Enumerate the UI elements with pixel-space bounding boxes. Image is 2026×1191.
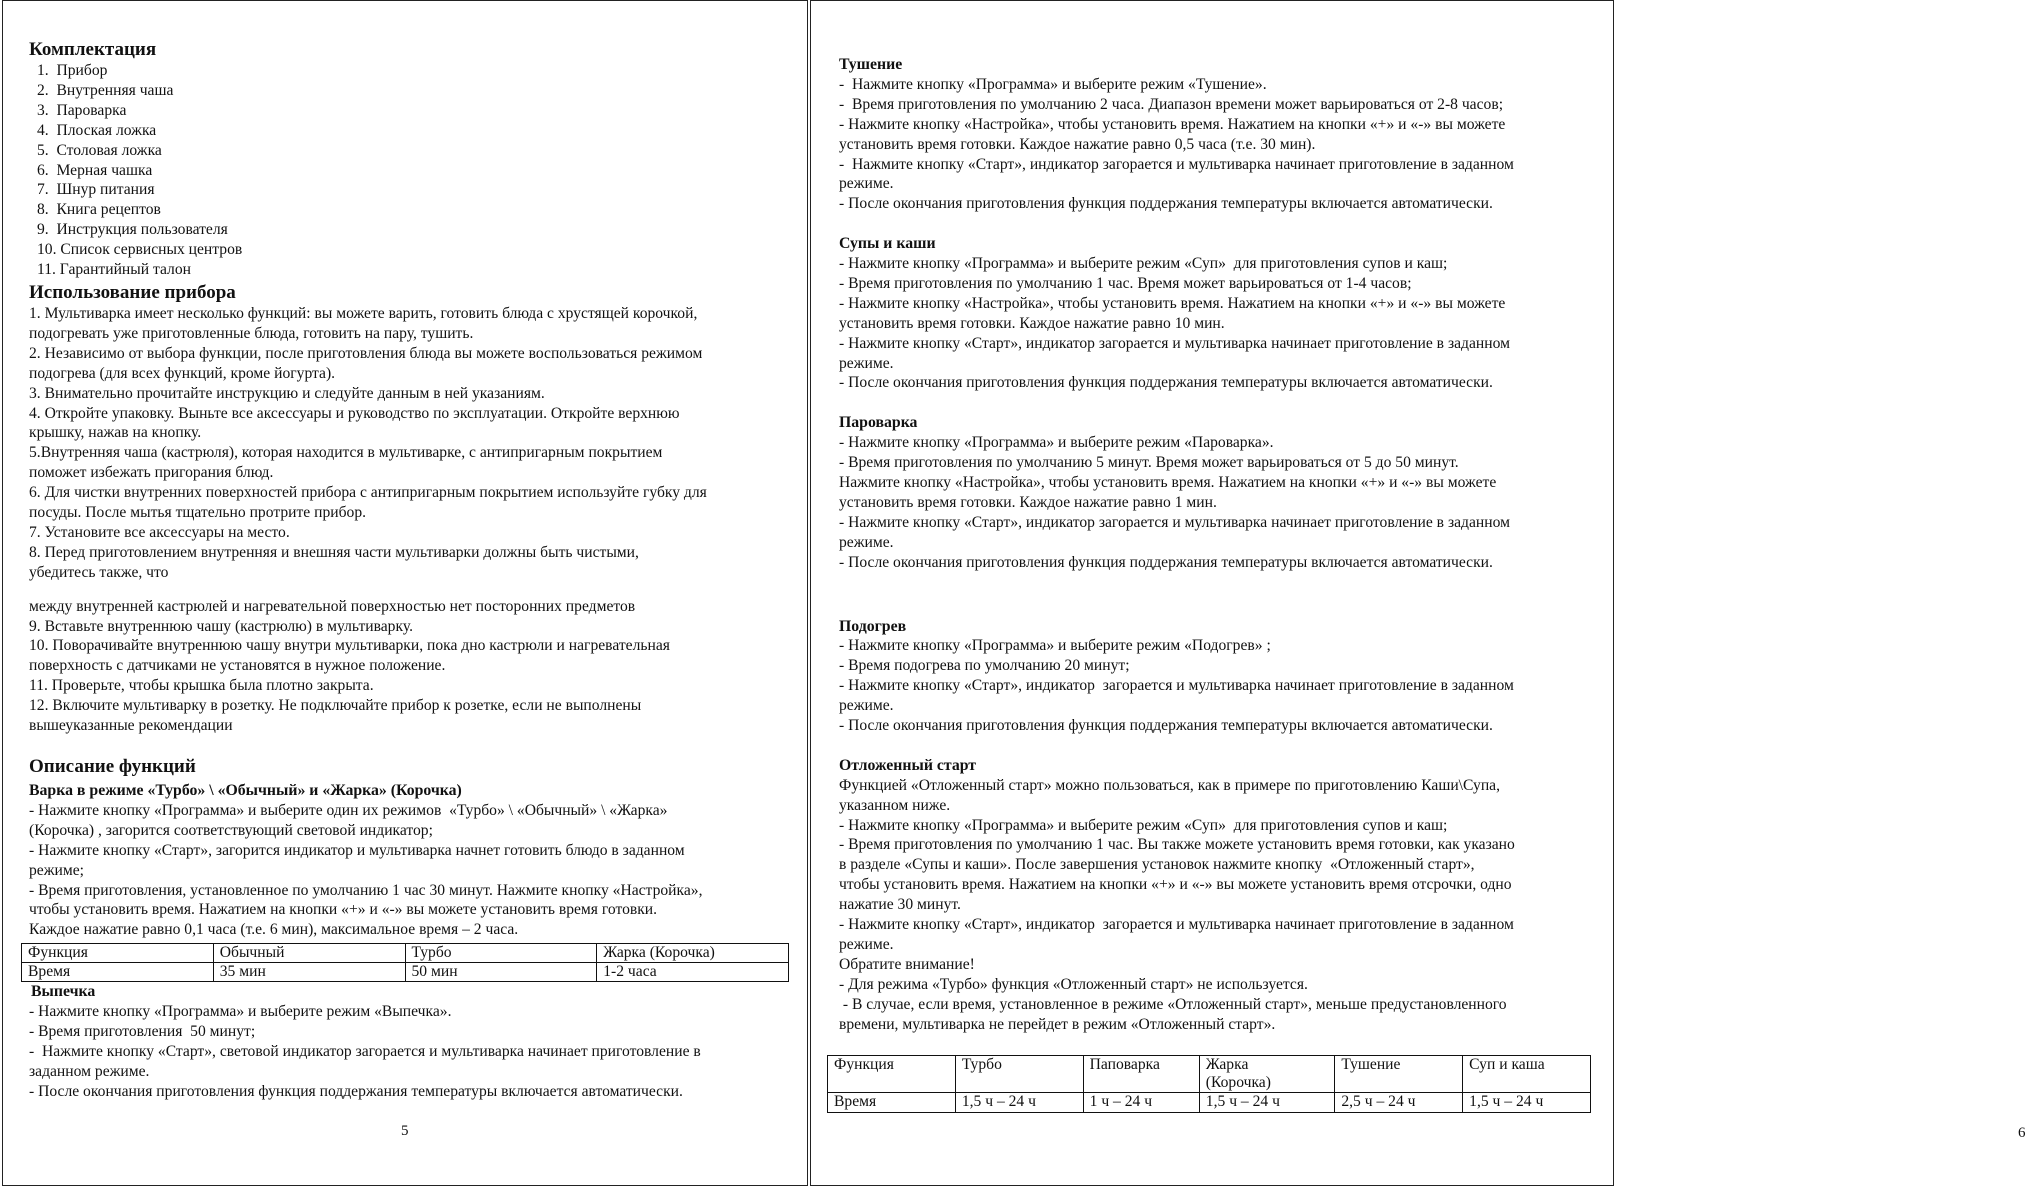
- kit-title: Комплектация: [29, 39, 157, 60]
- baking-title: Выпечка: [31, 983, 96, 1001]
- table-cell: 50 мин: [405, 963, 597, 982]
- text-line: Каждое нажатие равно 0,1 часа (т.е. 6 мин), максимальное время – 2 часа.: [29, 921, 519, 939]
- text-line: поможет избежать пригорания блюд.: [29, 464, 274, 482]
- text-line: крышку, нажав на кнопку.: [29, 424, 202, 442]
- table-cell: Турбо: [955, 1055, 1083, 1092]
- list-item: 10. Список сервисных центров: [37, 241, 243, 259]
- page-number: 5: [401, 1123, 409, 1139]
- text-line: Нажмите кнопку «Настройка», чтобы установить время. Нажатием на кнопки «+» и «-» вы можете: [839, 474, 1497, 491]
- soup-text: [839, 254, 1599, 393]
- list-item: 7. Шнур питания: [37, 181, 155, 199]
- text-line: - В случае, если время, установленное в режиме «Отложенный старт», меньше предустановленного: [839, 995, 1507, 1013]
- text-line: установить время готовки. Каждое нажатие равно 0,5 часа (т.е. 30 мин).: [839, 135, 1316, 153]
- text-line: режиме.: [839, 533, 894, 551]
- warm-text: [839, 636, 1599, 736]
- text-line: - Нажмите кнопку «Старт», индикатор загорается и мультиварка начинает приготовление в заданном: [839, 916, 1514, 934]
- usage-text-block: [29, 304, 784, 583]
- table-header-row: [828, 1055, 1591, 1092]
- soup-title: Супы и каши: [839, 235, 936, 253]
- list-item: 2. Внутренняя чаша: [37, 81, 174, 99]
- text-line: - После окончания приготовления функция поддержания температуры включается автоматически.: [29, 1082, 683, 1100]
- text-line: подогрева (для всех функций, кроме йогурта).: [29, 364, 336, 382]
- text-line: режиме.: [839, 697, 894, 715]
- table-cell: Жарка (Корочка): [1199, 1055, 1335, 1092]
- text-line: - Время приготовления, установленное по умолчанию 1 час 30 минут. Нажмите кнопку «Настройка»,: [29, 881, 703, 899]
- text-line: посуды. После мытья тщательно протрите прибор.: [29, 504, 367, 522]
- table-row: [22, 963, 789, 982]
- text-line: чтобы установить время. Нажатием на кнопки «+» и «-» вы можете установить время отсрочки, одно: [839, 876, 1512, 894]
- text-line: 4. Откройте упаковку. Выньте все аксессуары и руководство по эксплуатации. Откройте верхнюю: [29, 404, 680, 422]
- text-line: 11. Проверьте, чтобы крышка была плотно закрыта.: [29, 677, 374, 695]
- table-cell: Время: [22, 963, 214, 982]
- text-line: - После окончания приготовления функция поддержания температуры включается автоматически.: [839, 717, 1493, 735]
- text-line: установить время готовки. Каждое нажатие равно 1 мин.: [839, 493, 1217, 511]
- text-line: 9. Вставьте внутреннюю чашу (кастрюлю) в мультиварку.: [29, 617, 413, 635]
- text-line: - Нажмите кнопку «Программа» и выберите режим «Пароварка».: [839, 434, 1274, 452]
- text-line: 3. Внимательно прочитайте инструкцию и следуйте данным в ней указаниям.: [29, 384, 545, 402]
- table-cell: 1,5 ч – 24 ч: [955, 1092, 1083, 1112]
- list-item: 1. Прибор: [37, 62, 108, 79]
- text-line: - Нажмите кнопку «Старт», световой индикатор загорается и мультиварка начинает приготовление в: [29, 1042, 701, 1060]
- table-cell: Тушение: [1335, 1055, 1463, 1092]
- text-line: 7. Установите все аксессуары на место.: [29, 523, 290, 541]
- table-cell: 1,5 ч – 24 ч: [1199, 1092, 1335, 1112]
- text-line: режиме.: [839, 354, 894, 372]
- text-line: - Нажмите кнопку «Программа» и выберите режим «Тушение».: [839, 75, 1267, 93]
- steamer-title: Пароварка: [839, 414, 918, 432]
- text-line: указанном ниже.: [839, 796, 951, 814]
- left-column: [29, 39, 784, 1102]
- right-page: [810, 0, 2026, 1186]
- table-cell: Жарка (Корочка): [597, 944, 789, 963]
- text-line: - Нажмите кнопку «Старт», загорится индикатор и мультиварка начнет готовить блюдо в заданном: [29, 841, 685, 859]
- text-line: - Нажмите кнопку «Старт», индикатор загорается и мультиварка начинает приготовление в заданном: [839, 513, 1510, 531]
- text-line: 5.Внутренняя чаша (кастрюля), которая находится в мультиварке, с антипригарным покрытием: [29, 444, 663, 462]
- text-line: - Нажмите кнопку «Программа» и выберите режим «Подогрев» ;: [839, 637, 1271, 655]
- table-cell: Функция: [22, 944, 214, 963]
- table-cell: 1-2 часа: [597, 963, 789, 982]
- table-cell: 1,5 ч – 24 ч: [1463, 1092, 1591, 1112]
- text-line: - Время приготовления по умолчанию 2 часа. Диапазон времени может варьироваться от 2-8 часов;: [839, 95, 1504, 113]
- text-line: - Нажмите кнопку «Старт», индикатор загорается и мультиварка начинает приготовление в заданном: [839, 334, 1510, 352]
- text-line: режиме.: [839, 936, 894, 954]
- baking-text: [29, 1002, 784, 1102]
- table-cell: 35 мин: [213, 963, 405, 982]
- text-line: 12. Включите мультиварку в розетку. Не подключайте прибор к розетке, если не выполнены: [29, 697, 642, 715]
- text-line: времени, мультиварка не перейдет в режим «Отложенный старт».: [839, 1015, 1276, 1033]
- delayed-text: [839, 776, 1599, 1035]
- text-line: - Нажмите кнопку «Программа» и выберите один их режимов «Турбо» \ «Обычный» \ «Жарка»: [29, 801, 668, 819]
- text-line: 1. Мультиварка имеет несколько функций: вы можете варить, готовить блюда с хрустящей корочкой,: [29, 304, 698, 322]
- steamer-text: [839, 433, 1599, 572]
- table-cell: 2,5 ч – 24 ч: [1335, 1092, 1463, 1112]
- right-column: [834, 55, 1599, 1113]
- text-line: подогревать уже приготовленные блюда, готовить на пару, тушить.: [29, 324, 474, 342]
- turbo-title: Варка в режиме «Турбо» \ «Обычный» и «Жарка» (Корочка): [29, 782, 462, 799]
- stew-title: Тушение: [839, 56, 903, 73]
- text-line: установить время готовки. Каждое нажатие равно 10 мин.: [839, 314, 1225, 332]
- text-line: - Время приготовления по умолчанию 5 минут. Время может варьироваться от 5 до 50 минут.: [839, 454, 1459, 472]
- table-cell: Обычный: [213, 944, 405, 963]
- turbo-text: [29, 801, 784, 940]
- text-line: 6. Для чистки внутренних поверхностей прибора с антипригарным покрытием используйте губку для: [29, 484, 707, 502]
- text-line: Обратите внимание!: [839, 955, 975, 973]
- turbo-time-table: [21, 943, 789, 982]
- text-line: - Время приготовления по умолчанию 1 час. Вы также можете установить время готовки, как указано: [839, 836, 1515, 854]
- text-line: Функцией «Отложенный старт» можно пользоваться, как в примере по приготовлению Каши\Супа,: [839, 776, 1500, 794]
- text-line: режиме;: [29, 861, 84, 879]
- text-line: 10. Поворачивайте внутреннюю чашу внутри мультиварки, пока дно кастрюли и нагревательная: [29, 637, 670, 655]
- text-line: - Нажмите кнопку «Старт», индикатор загорается и мультиварка начинает приготовление в заданном: [839, 155, 1514, 173]
- list-item: 3. Пароварка: [37, 101, 127, 119]
- stew-text: [839, 75, 1599, 214]
- text-line: - Время приготовления по умолчанию 1 час. Время может варьироваться от 1-4 часов;: [839, 274, 1412, 292]
- usage-text-block-continued: [29, 597, 784, 736]
- delay-time-table: [827, 1055, 1591, 1113]
- table-cell: Суп и каша: [1463, 1055, 1591, 1092]
- table-row: [828, 1092, 1591, 1112]
- text-line: - Нажмите кнопку «Настройка», чтобы установить время. Нажатием на кнопки «+» и «-» вы можете: [839, 115, 1506, 133]
- text-line: - После окончания приготовления функция поддержания температуры включается автоматически.: [839, 195, 1493, 213]
- text-line: нажатие 30 минут.: [839, 896, 961, 914]
- table-cell: 1 ч – 24 ч: [1083, 1092, 1199, 1112]
- text-line: 8. Перед приготовлением внутренняя и внешняя части мультиварки должны быть чистыми,: [29, 543, 639, 561]
- table-cell: Время: [828, 1092, 956, 1112]
- list-item: 11. Гарантийный талон: [37, 261, 191, 279]
- warm-title: Подогрев: [839, 617, 907, 635]
- text-line: убедитесь также, что: [29, 563, 169, 581]
- usage-title: Использование прибора: [29, 281, 236, 303]
- text-line: в разделе «Супы и каши». После завершения установок нажмите кнопку «Отложенный старт»,: [839, 856, 1475, 874]
- table-cell: Турбо: [405, 944, 597, 963]
- list-item: 8. Книга рецептов: [37, 201, 161, 219]
- kit-list: [29, 61, 784, 280]
- text-line: - Время приготовления 50 минут;: [29, 1023, 256, 1041]
- list-item: 6. Мерная чашка: [37, 161, 153, 179]
- table-header-row: [22, 944, 789, 963]
- functions-title: Описание функций: [29, 756, 196, 777]
- table-cell: Функция: [828, 1055, 956, 1092]
- text-line: - Нажмите кнопку «Программа» и выберите режим «Суп» для приготовления супов и каш;: [839, 255, 1448, 273]
- text-line: - После окончания приготовления функция поддержания температуры включается автоматически.: [839, 553, 1493, 571]
- left-page: [2, 0, 808, 1186]
- text-line: режиме.: [839, 175, 894, 193]
- text-line: - После окончания приготовления функция поддержания температуры включается автоматически.: [839, 374, 1493, 392]
- text-line: поверхность с датчиками не установятся в нужное положение.: [29, 657, 446, 675]
- text-line: - Нажмите кнопку «Настройка», чтобы установить время. Нажатием на кнопки «+» и «-» вы можете: [839, 294, 1506, 312]
- page-number: 6: [2018, 1125, 2026, 1141]
- text-line: - Нажмите кнопку «Старт», индикатор загорается и мультиварка начинает приготовление в заданном: [839, 677, 1514, 695]
- table-cell: Паповарка: [1083, 1055, 1199, 1092]
- text-line: - Нажмите кнопку «Программа» и выберите режим «Выпечка».: [29, 1003, 452, 1021]
- text-line: между внутренней кастрюлей и нагревательной поверхностью нет посторонних предметов: [29, 597, 636, 615]
- text-line: вышеуказанные рекомендации: [29, 717, 233, 735]
- text-line: - Нажмите кнопку «Программа» и выберите режим «Суп» для приготовления супов и каш;: [839, 816, 1448, 834]
- list-item: 5. Столовая ложка: [37, 141, 162, 159]
- list-item: 4. Плоская ложка: [37, 121, 157, 139]
- list-item: 9. Инструкция пользователя: [37, 221, 228, 239]
- text-line: заданном режиме.: [29, 1062, 150, 1080]
- text-line: (Корочка) , загорится соответствующий световой индикатор;: [29, 821, 433, 839]
- text-line: чтобы установить время. Нажатием на кнопки «+» и «-» вы можете установить время готовки.: [29, 901, 658, 919]
- delayed-title: Отложенный старт: [839, 756, 977, 774]
- text-line: - Время подогрева по умолчанию 20 минут;: [839, 657, 1130, 675]
- text-line: - Для режима «Турбо» функция «Отложенный старт» не используется.: [839, 975, 1308, 993]
- text-line: 2. Независимо от выбора функции, после приготовления блюда вы можете воспользоваться режимом: [29, 344, 703, 362]
